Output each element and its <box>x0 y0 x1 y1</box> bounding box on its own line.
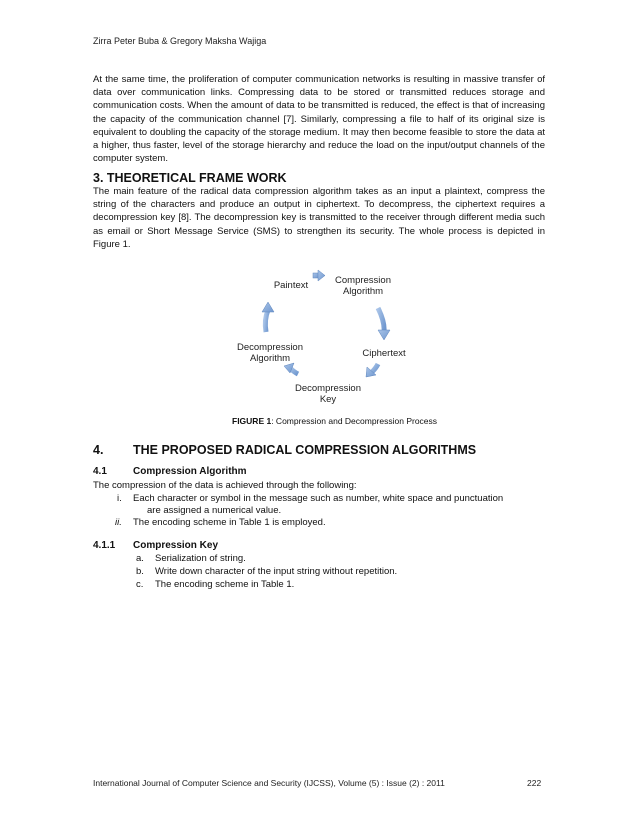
list-item: The encoding scheme in Table 1. <box>155 579 295 590</box>
node-key-line1: Decompression <box>295 383 361 394</box>
list-item-marker: a. <box>136 553 144 564</box>
node-decompression-algorithm <box>228 342 312 364</box>
section-4-title: THE PROPOSED RADICAL COMPRESSION ALGORITHMS <box>133 443 477 457</box>
list-item-marker: ii. <box>115 517 122 528</box>
node-plaintext: Paintext <box>273 280 309 291</box>
arrow-decompression-to-plaintext <box>262 302 274 332</box>
figure-1-caption <box>232 416 437 426</box>
figure-1-label: FIGURE 1 <box>232 416 272 426</box>
list-item: The encoding scheme in Table 1 is employed. <box>133 517 326 528</box>
list-item: Each character or symbol in the message such as number, white space and punctuation <box>133 493 504 504</box>
node-key-line2: Key <box>319 394 337 405</box>
node-compression-line1: Compression <box>335 275 391 286</box>
arrow-key-to-decompression <box>284 363 298 374</box>
list-item-marker: b. <box>136 566 144 577</box>
list-item-marker: c. <box>136 579 144 590</box>
node-ciphertext: Ciphertext <box>362 348 406 359</box>
figure-1-caption-text: : Compression and Decompression Process <box>271 416 438 426</box>
section-4-1-intro: The compression of the data is achieved through the following: <box>93 480 357 491</box>
section-3-heading: 3. THEORETICAL FRAME WORK <box>93 171 287 185</box>
node-decompression-line2: Algorithm <box>249 353 291 364</box>
section-4-number: 4. <box>93 443 104 457</box>
intro-paragraph: At the same time, the proliferation of computer communication networks is resulting in massive transfer of data over communication links. Compressing data to be stored or transmitted reduces storage and communication costs. When the amount of data to be transmitted is reduced, the effect is that of increasing the capacity of the communication channel [7]. Similarly, compressing a file to half of its original size is equivalent to doubling the capacity of the storage medium. It may then become feasible to store the data at a higher, thus faster, level of the storage hierarchy and reduce the load on the input/output channels of the computer system. <box>93 74 545 165</box>
list-item: Write down character of the input string without repetition. <box>155 566 398 577</box>
arrow-compression-to-ciphertext <box>378 308 390 340</box>
list-item: Serialization of string. <box>155 553 246 564</box>
compression-process-diagram <box>228 266 428 412</box>
list-item-marker: i. <box>117 493 122 504</box>
page-number: 222 <box>527 778 542 788</box>
node-compression-algorithm <box>324 275 402 297</box>
section-4-1-title: Compression Algorithm <box>133 466 247 477</box>
running-header: Zirra Peter Buba & Gregory Maksha Wajiga <box>93 36 267 46</box>
section-3-paragraph: The main feature of the radical data compression algorithm takes as an input a plaintext, compress the string of the characters and produce an output in ciphertext. To decompress, the ciphertext requires a decompression key [8]. The decompression key is transmitted to the receiver through different media such as email or Short Message Service (SMS) to strengthen its security. The whole process is depicted in Figure 1. <box>93 186 545 250</box>
arrow-ciphertext-to-key <box>366 364 378 377</box>
section-4-1-1-number: 4.1.1 <box>93 540 116 551</box>
section-4-1-1-title: Compression Key <box>133 540 219 551</box>
node-decompression-line1: Decompression <box>237 342 303 353</box>
list-item-continuation: are assigned a numerical value. <box>147 505 282 516</box>
journal-footer: International Journal of Computer Science and Security (IJCSS), Volume (5) : Issue (2) : 2011 <box>93 778 445 788</box>
node-compression-line2: Algorithm <box>342 286 384 297</box>
section-4-1-number: 4.1 <box>93 466 107 477</box>
node-decompression-key <box>288 383 368 405</box>
